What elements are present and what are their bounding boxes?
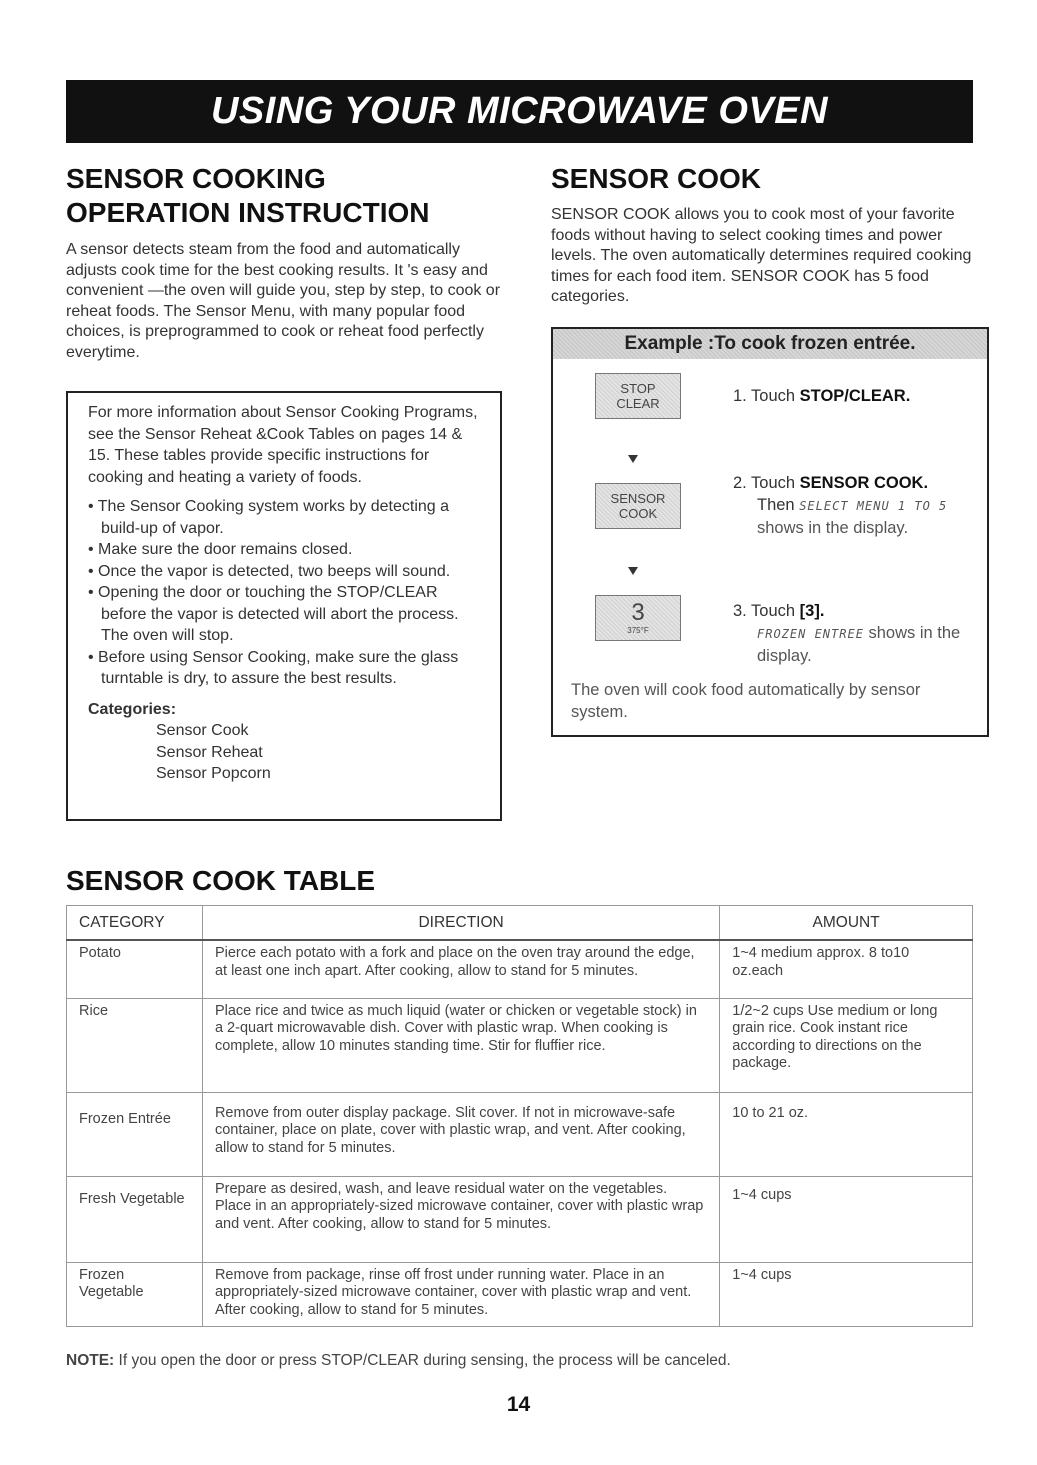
key-sublabel: 375°F xyxy=(627,626,649,635)
cell-category: Frozen Vegetable xyxy=(67,1262,203,1326)
left-intro: A sensor detects steam from the food and automatically adjusts cook time for the best cooking results. It 's easy and convenient —the oven will guide you, step by step, to cook or reheat foods. The Sensor Menu, with many popular food choices, is preprogrammed to cook or reheat food perfectly everytime. xyxy=(66,241,501,361)
cell-amount: 1~4 medium approx. 8 to10 oz.each xyxy=(720,940,973,998)
info-bullet: • Before using Sensor Cooking, make sure the glass turntable is dry, to assure the best results. xyxy=(88,647,486,690)
info-bullet: • Opening the door or touching the STOP/CLEAR before the vapor is detected will abort the process. The oven will stop. xyxy=(88,582,486,647)
table-header-row xyxy=(67,906,973,941)
page-banner: USING YOUR MICROWAVE OVEN xyxy=(66,80,973,143)
column-header-category: CATEGORY xyxy=(67,906,203,941)
cell-amount: 1~4 cups xyxy=(720,1262,973,1326)
table-row xyxy=(67,940,973,998)
example-title: Example :To cook frozen entrée. xyxy=(553,329,987,359)
right-heading: SENSOR COOK xyxy=(551,163,762,194)
info-bullet: • Once the vapor is detected, two beeps will sound. xyxy=(88,561,486,583)
example-footer: The oven will cook food automatically by sensor system. xyxy=(571,681,921,721)
left-heading-line2: OPERATION INSTRUCTION xyxy=(66,197,430,228)
key-label: CLEAR xyxy=(616,396,660,411)
step-3 xyxy=(733,600,973,667)
sensor-cook-table xyxy=(66,905,973,1327)
step-key-name: [3]. xyxy=(799,602,825,620)
table-row xyxy=(67,1262,973,1326)
info-box xyxy=(66,391,502,821)
table-row xyxy=(67,1092,973,1176)
cell-direction: Remove from outer display package. Slit cover. If not in microwave-safe container, place on plate, cover with plastic wrap, and vent. After cooking, allow to stand for 5 minutes. xyxy=(202,1092,719,1176)
arrow-down-icon xyxy=(628,455,638,463)
categories-label: Categories: xyxy=(88,700,177,718)
cell-direction: Remove from package, rinse off frost under running water. Place in an appropriately-sized microwave container, cover with plastic wrap and vent. After cooking, allow to stand for 5 minutes. xyxy=(202,1262,719,1326)
cell-category: Frozen Entrée xyxy=(67,1092,203,1176)
display-readout: FROZEN ENTREE xyxy=(757,627,864,641)
cell-amount: 10 to 21 oz. xyxy=(720,1092,973,1176)
cell-amount: 1/2~2 cups Use medium or long grain rice. Cook instant rice according to directions on the package. xyxy=(720,998,973,1092)
step-text: shows in the display. xyxy=(757,519,909,537)
category-item: Sensor Popcorn xyxy=(156,765,271,782)
step-1 xyxy=(733,385,973,407)
left-heading-line1: SENSOR COOKING xyxy=(66,163,326,194)
cell-category: Rice xyxy=(67,998,203,1092)
number-3-key-icon xyxy=(595,595,681,641)
key-label: STOP xyxy=(620,381,656,396)
left-heading xyxy=(66,162,429,230)
table-row xyxy=(67,1176,973,1262)
category-item: Sensor Cook xyxy=(156,722,249,739)
step-text: Then xyxy=(757,496,800,514)
key-label: SENSOR xyxy=(610,491,666,506)
page-number: 14 xyxy=(506,1393,531,1416)
info-bullet: • Make sure the door remains closed. xyxy=(88,539,486,561)
stop-clear-key-icon xyxy=(595,373,681,419)
info-text: For more information about Sensor Cooking Programs, see the Sensor Reheat &Cook Tables on pages 14 & 15. These tables provide specific instructions for cooking and heating a variety of foods. xyxy=(88,404,478,486)
note xyxy=(66,1352,731,1370)
cell-direction: Pierce each potato with a fork and place on the oven tray around the edge, at least one inch apart. After cooking, allow to stand for 5 minutes. xyxy=(202,940,719,998)
key-label: COOK xyxy=(618,506,658,521)
table-heading: SENSOR COOK TABLE xyxy=(66,865,376,896)
step-text: 2. Touch xyxy=(733,474,800,492)
column-header-direction: DIRECTION xyxy=(202,906,719,941)
cell-category: Fresh Vegetable xyxy=(67,1176,203,1262)
sensor-cook-key-icon xyxy=(595,483,681,529)
step-text: 3. Touch xyxy=(733,602,800,620)
note-label: NOTE: xyxy=(66,1352,115,1369)
category-item: Sensor Reheat xyxy=(156,743,263,761)
cell-direction: Place rice and twice as much liquid (water or chicken or vegetable stock) in a 2-quart microwavable dish. Cover with plastic wrap. When cooking is complete, allow 10 minutes standing time. Stir for fluffier rice. xyxy=(202,998,719,1092)
cell-category: Potato xyxy=(67,940,203,998)
key-label: 3 xyxy=(631,599,645,626)
cell-amount: 1~4 cups xyxy=(720,1176,973,1262)
step-key-name: SENSOR COOK. xyxy=(799,474,929,492)
arrow-down-icon xyxy=(628,567,638,575)
info-bullets xyxy=(88,496,486,690)
column-header-amount: AMOUNT xyxy=(720,906,973,941)
info-bullet: • The Sensor Cooking system works by detecting a build-up of vapor. xyxy=(88,496,486,539)
step-text: 1. Touch xyxy=(733,387,800,405)
step-text: shows in the display. xyxy=(757,624,961,665)
step-key-name: STOP/CLEAR. xyxy=(799,387,911,405)
display-readout: SELECT MENU 1 TO 5 xyxy=(799,499,948,513)
table-row xyxy=(67,998,973,1092)
example-box xyxy=(551,327,989,737)
right-intro: SENSOR COOK allows you to cook most of your favorite foods without having to select cooking times and power levels. The oven automatically determines required cooking times for each food item. SENSOR COOK has 5 food categories. xyxy=(551,206,972,305)
note-text: If you open the door or press STOP/CLEAR during sensing, the process will be canceled. xyxy=(114,1352,731,1369)
step-2 xyxy=(733,472,973,539)
cell-direction: Prepare as desired, wash, and leave residual water on the vegetables. Place in an appropriately-sized microwave container, cover with plastic wrap and vent. After cooking, allow to stand for 5 minutes. xyxy=(202,1176,719,1262)
